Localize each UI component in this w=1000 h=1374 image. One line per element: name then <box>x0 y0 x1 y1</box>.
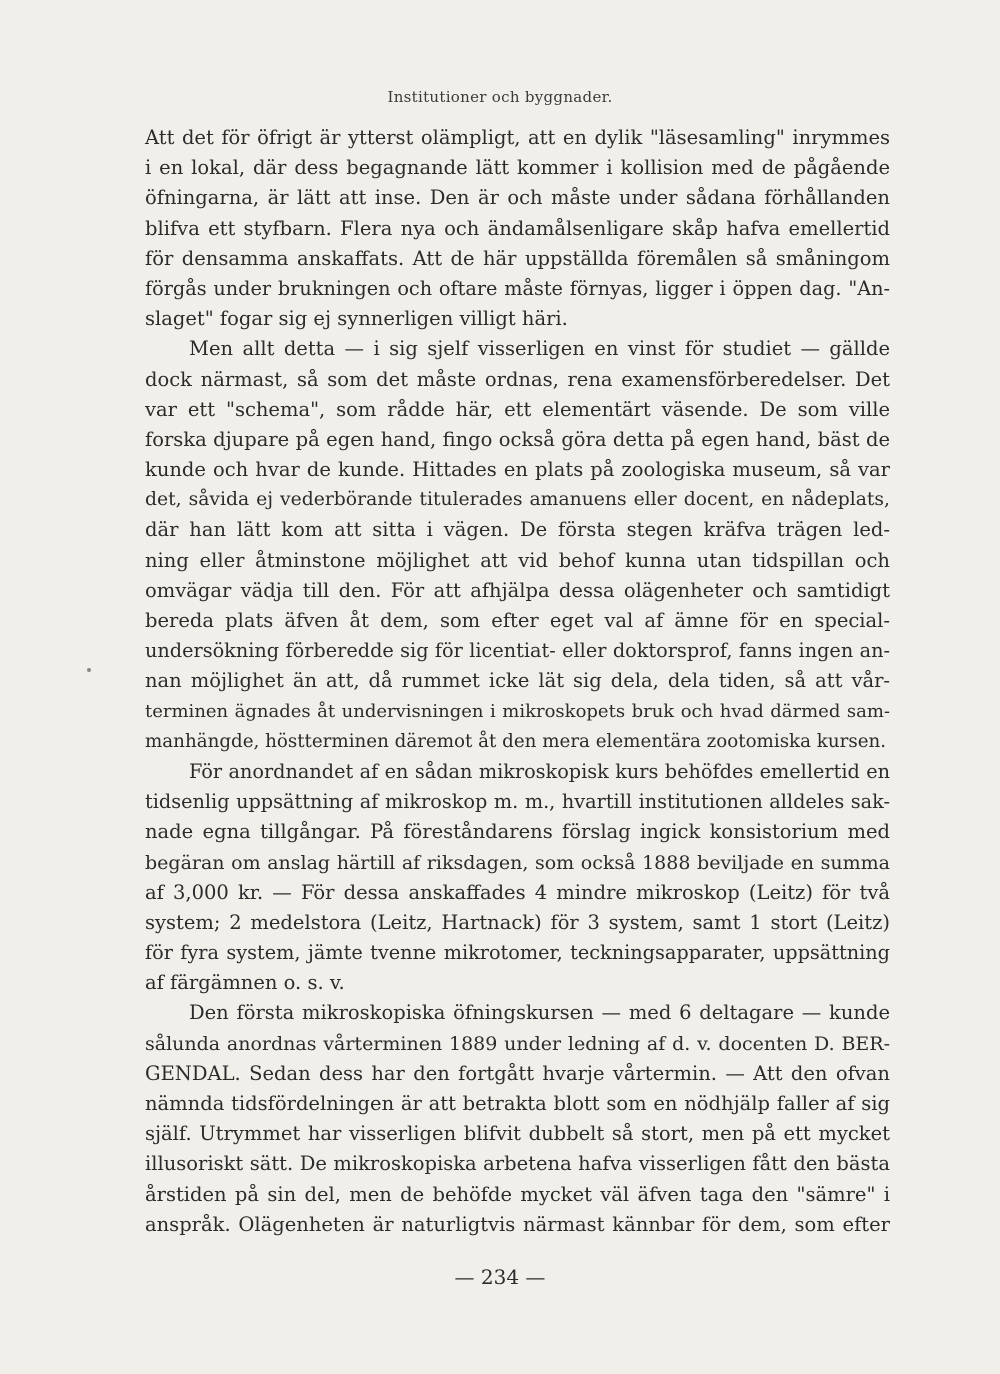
text-line: var ett "schema", som rådde här, ett elementärt väsende. De som ville <box>145 397 890 421</box>
text-line: sålunda anordnas vårterminen 1889 under ledning af d. v. docenten D. BER- <box>145 1032 890 1055</box>
text-line: För anordnandet af en sådan mikroskopisk kurs behöfdes emellertid en <box>189 759 890 783</box>
text-line: Att det för öfrigt är ytterst olämpligt, att en dylik "läsesamling" inrymmes <box>145 126 890 149</box>
text-line: Men allt detta — i sig sjelf visserligen en vinst för studiet — gällde <box>189 337 890 361</box>
text-line: begäran om anslag härtill af riksdagen, som också 1888 beviljade en summa <box>145 851 890 874</box>
text-line: förgås under brukningen och oftare måste förnyas, ligger i öppen dag. "An- <box>145 276 890 300</box>
body-text <box>145 123 890 1240</box>
text-line: nan möjlighet än att, då rummet icke lät sig dela, dela tiden, så att vår- <box>145 669 890 693</box>
page-number: — 234 — <box>454 1265 546 1289</box>
text-line: omvägar vädja till den. För att afhjälpa dessa olägenheter och samtidigt <box>145 578 890 602</box>
text-line: nade egna tillgångar. På föreståndarens förslag ingick konsistorium med <box>145 820 890 844</box>
text-line: själf. Utrymmet har visserligen blifvit dubbelt så stort, men på ett mycket <box>145 1122 890 1146</box>
text-line: kunde och hvar de kunde. Hittades en plats på zoologiska museum, så var <box>145 458 890 482</box>
text-line: blifva ett styfbarn. Flera nya och ändamålsenligare skåp hafva emellertid <box>145 216 890 240</box>
text-line: tidsenlig uppsättning af mikroskop m. m., hvartill institutionen alldeles sak- <box>145 790 890 814</box>
text-line: årstiden på sin del, men de behöfde mycket väl äfven taga den "sämre" i <box>145 1182 890 1206</box>
text-line: illusoriskt sätt. De mikroskopiska arbetena hafva visserligen fått den bästa <box>145 1152 890 1176</box>
text-line: terminen ägnades åt undervisningen i mikroskopets bruk och hvad därmed sam- <box>145 700 890 722</box>
text-line: anspråk. Olägenheten är naturligtvis närmast kännbar för dem, som efter <box>145 1212 890 1236</box>
text-line: i en lokal, där dess begagnande lätt kommer i kollision med de pågående <box>145 156 890 180</box>
text-line: där han lätt kom att sitta i vägen. De första stegen kräfva trägen led- <box>145 518 890 542</box>
text-line: bereda plats äfven åt dem, som efter eget val af ämne för en special- <box>145 609 890 632</box>
text-line: manhängde, höstterminen däremot åt den mera elementära zootomiska kursen. <box>145 730 887 752</box>
text-line: af färgämnen o. s. v. <box>145 971 345 995</box>
text-line: slaget" fogar sig ej synnerligen villigt häri. <box>145 307 568 331</box>
text-line: dock närmast, så som det måste ordnas, rena examensförberedelser. Det <box>145 367 890 391</box>
text-line: Den första mikroskopiska öfningskursen — med 6 deltagare — kunde <box>189 1001 890 1025</box>
text-line: för fyra system, jämte tvenne mikrotomer, teckningsapparater, uppsättning <box>145 941 890 965</box>
text-line: för densamma anskaffats. Att de här uppställda föremålen så småningom <box>145 246 890 270</box>
paper-speck <box>87 668 91 672</box>
text-line: GENDAL. Sedan dess har den fortgått hvarje vårtermin. — Att den ofvan <box>145 1061 890 1085</box>
text-line: nämnda tidsfördelningen är att betrakta blott som en nödhjälp faller af sig <box>145 1092 890 1115</box>
text-line: det, såvida ej vederbörande titulerades amanuens eller docent, en nådeplats, <box>145 489 890 511</box>
text-line: forska djupare på egen hand, fingo också göra detta på egen hand, bäst de <box>145 427 890 451</box>
text-line: ning eller åtminstone möjlighet att vid behof kunna utan tidspillan och <box>145 548 890 572</box>
text-line: undersökning förberedde sig för licentiat- eller doktorsprof, fanns ingen an- <box>145 639 890 663</box>
text-line: af 3,000 kr. — För dessa anskaffades 4 mindre mikroskop (Leitz) för två <box>145 880 890 904</box>
text-line: öfningarna, är lätt att inse. Den är och måste under sådana förhållanden <box>145 186 890 210</box>
running-head: Institutioner och byggnader. <box>387 88 613 106</box>
text-line: system; 2 medelstora (Leitz, Hartnack) för 3 system, samt 1 stort (Leitz) <box>145 910 890 934</box>
